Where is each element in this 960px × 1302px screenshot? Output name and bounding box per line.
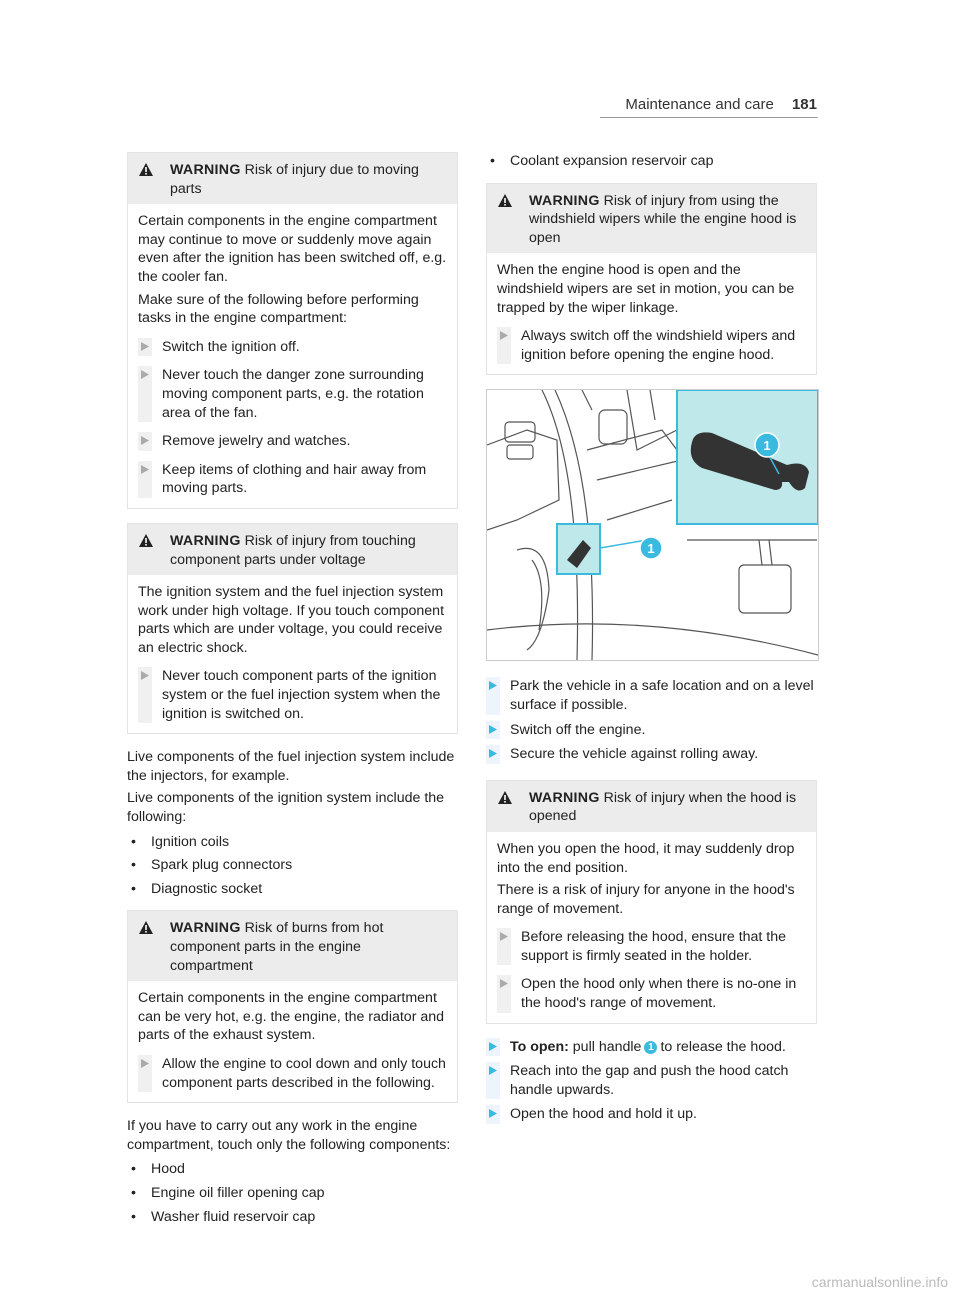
warning-header [487, 184, 816, 254]
hood-release-illustration [486, 389, 819, 661]
procedure-steps [486, 677, 817, 763]
warning-title: Risk of injury due to moving parts [170, 162, 419, 197]
warning-triangle-icon [138, 532, 170, 569]
warning-step: Switch the ignition off. [138, 338, 447, 357]
warning-paragraph: Certain components in the engine compartment may continue to move or suddenly move again even after the ignition has been switched off, e.g. the cooler fan. [138, 213, 447, 285]
warning-step: Never touch the danger zone surrounding moving component parts, e.g. the rotation area of the fan. [138, 366, 447, 422]
bullet-list [127, 833, 458, 899]
right-column [486, 152, 817, 1130]
warning-title: Risk of injury from touching component parts under voltage [170, 532, 416, 568]
step-arrow-icon [140, 1058, 150, 1069]
step-lead: To open: [510, 1038, 569, 1055]
warning-title: Risk of injury when the hood is opened [529, 789, 797, 825]
warning-body [128, 981, 457, 1102]
warning-label: WARNING [170, 532, 241, 549]
warning-body [487, 253, 816, 374]
warning-body [128, 204, 457, 508]
watermark-footer: carmanualsonline.info [811, 1274, 948, 1291]
warning-paragraph: There is a risk of injury for anyone in the hood's range of movement. [497, 882, 795, 917]
header-divider [600, 117, 818, 118]
warning-paragraph: Make sure of the following before performing tasks in the engine compartment: [138, 291, 419, 327]
list-item: • Engine oil filler opening cap [131, 1184, 325, 1201]
warning-paragraph: The ignition system and the fuel injection system work under high voltage. If you touch component parts which are under voltage, you could receive an electric shock. [138, 584, 445, 656]
body-paragraph: Live components of the ignition system include the following: [127, 790, 445, 826]
bullet-list [486, 152, 817, 171]
warning-triangle-icon [497, 789, 529, 826]
bullet-list [127, 1160, 458, 1226]
procedure-step: Switch off the engine. [486, 721, 817, 740]
warning-step: Before releasing the hood, ensure that the support is firmly seated in the holder. [497, 928, 806, 965]
warning-body [128, 575, 457, 733]
warning-header [128, 911, 457, 981]
step-arrow-icon [140, 369, 150, 380]
warning-box-moving-parts [127, 152, 458, 509]
step-arrow-icon [140, 435, 150, 446]
warning-paragraph: Certain components in the engine compartment can be very hot, e.g. the engine, the radiator and parts of the exhaust system. [138, 990, 445, 1044]
procedure-step: Secure the vehicle against rolling away. [486, 745, 817, 764]
callout-1-number: 1 [647, 541, 655, 557]
step-arrow-icon [488, 680, 498, 691]
callout-1-number: 1 [763, 438, 771, 454]
procedure-step: Park the vehicle in a safe location and on a level surface if possible. [486, 677, 817, 714]
warning-step: Keep items of clothing and hair away from moving parts. [138, 461, 447, 498]
warning-triangle-icon [138, 161, 170, 198]
warning-step: Remove jewelry and watches. [138, 432, 447, 451]
warning-label: WARNING [529, 789, 600, 806]
warning-label: WARNING [170, 920, 241, 937]
warning-header [128, 524, 457, 575]
warning-title: Risk of injury from using the windshield wipers while the engine hood is open [529, 192, 797, 246]
footwell-drawing [487, 390, 818, 660]
warning-step: Never touch component parts of the ignition system or the fuel injection system when the ignition is switched on. [138, 667, 447, 723]
step-arrow-icon [499, 978, 509, 989]
page-number: 181 [791, 96, 817, 113]
warning-label: WARNING [529, 192, 600, 209]
body-paragraph: If you have to carry out any work in the engine compartment, touch only the following components: [127, 1118, 451, 1153]
warning-label: WARNING [170, 162, 241, 178]
list-item: • Hood [131, 1161, 185, 1178]
warning-box-hood-opened [486, 780, 817, 1024]
list-item: • Spark plug connectors [131, 857, 293, 874]
warning-paragraph: When the engine hood is open and the windshield wipers are set in motion, you can be trapped by the wiper linkage. [497, 262, 795, 316]
page-header [625, 96, 817, 115]
warning-step: Allow the engine to cool down and only touch component parts described in the following. [138, 1055, 447, 1092]
procedure-steps [486, 1038, 817, 1124]
list-item: • Washer fluid reservoir cap [131, 1208, 316, 1225]
warning-triangle-icon [138, 919, 170, 975]
warning-title: Risk of burns from hot component parts in the engine compartment [170, 920, 384, 974]
procedure-step: Reach into the gap and push the hood catch handle upwards. [486, 1062, 817, 1099]
list-item: • Ignition coils [131, 833, 230, 850]
step-arrow-icon [499, 931, 509, 942]
callout-1-badge: 1 [644, 1041, 657, 1054]
procedure-step: Open the hood and hold it up. [486, 1105, 817, 1124]
step-arrow-icon [140, 341, 150, 352]
step-arrow-icon [488, 724, 498, 735]
warning-step: Open the hood only when there is no-one in the hood's range of movement. [497, 975, 806, 1012]
step-arrow-icon [488, 1108, 498, 1119]
body-paragraph: Live components of the fuel injection system include the injectors, for example. [127, 749, 455, 784]
warning-body [487, 832, 816, 1023]
warning-box-voltage [127, 523, 458, 734]
step-arrow-icon [488, 1041, 498, 1052]
procedure-step-open: To open: pull handle 1 to release the hood. [486, 1038, 817, 1057]
warning-paragraph: When you open the hood, it may suddenly drop into the end position. [497, 840, 795, 876]
step-arrow-icon [140, 670, 150, 681]
section-title: Maintenance and care [625, 96, 774, 113]
warning-step: Always switch off the windshield wipers and ignition before opening the engine hood. [497, 327, 806, 364]
left-column [127, 152, 458, 1238]
warning-header [487, 781, 816, 832]
warning-triangle-icon [497, 192, 529, 248]
step-arrow-icon [499, 330, 509, 341]
list-item: • Diagnostic socket [131, 880, 263, 897]
step-arrow-icon [140, 464, 150, 475]
step-arrow-icon [488, 748, 498, 759]
list-item: • Coolant expansion reservoir cap [490, 153, 714, 169]
warning-header [128, 153, 457, 204]
warning-box-burns [127, 910, 458, 1103]
step-arrow-icon [488, 1065, 498, 1076]
warning-box-wipers [486, 183, 817, 376]
